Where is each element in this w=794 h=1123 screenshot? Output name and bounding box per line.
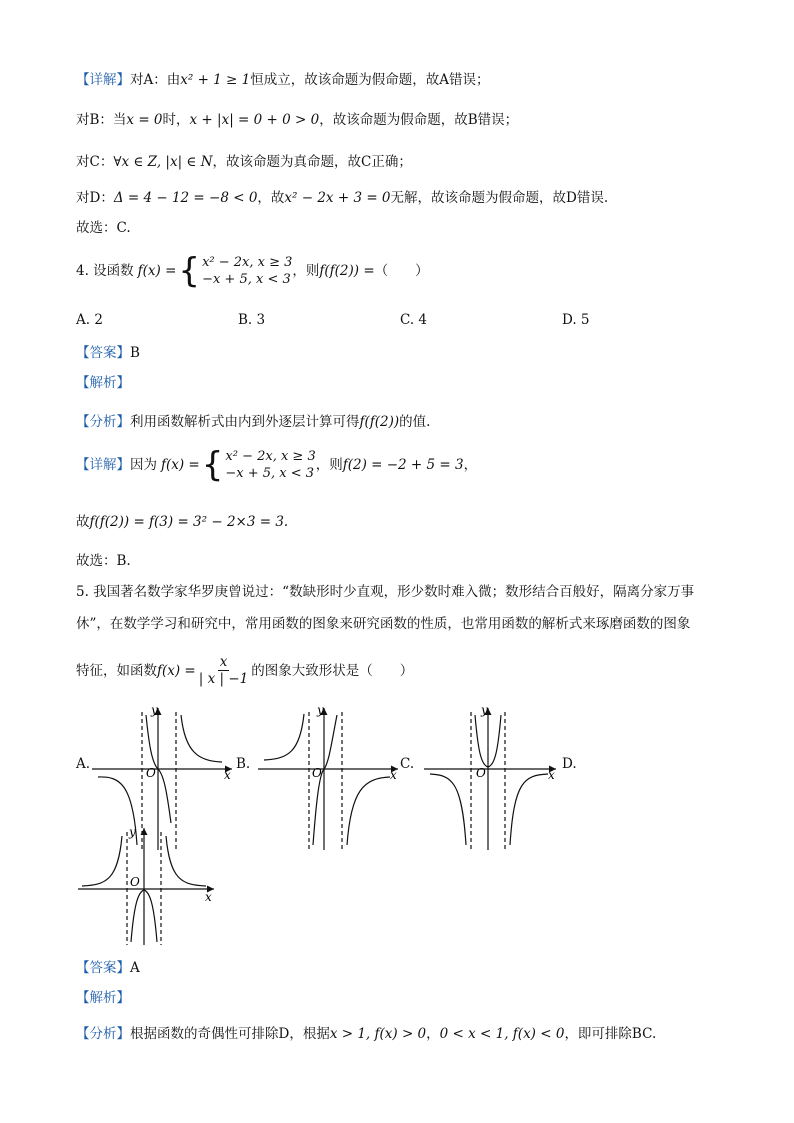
x-label: x <box>390 768 397 782</box>
origin-label: O <box>312 766 322 780</box>
text: 时， <box>162 112 190 128</box>
answer-tag: 【答案】 <box>76 960 130 976</box>
branch-left <box>264 714 304 760</box>
y-label: y <box>129 825 136 839</box>
graph-c <box>424 708 556 850</box>
q5-stem-line-1: 5. 我国著名数学家华罗庚曾说过：“数缺形时少直观，形少数时难入微；数形结合百般好，隔离分家万事 <box>76 584 695 600</box>
math: f(x) = <box>137 263 177 279</box>
text: 的值. <box>399 414 431 430</box>
origin-label: O <box>476 766 486 780</box>
brace-symbol: { <box>178 251 201 291</box>
math: f(x) = <box>157 662 196 679</box>
graph-label-b: B. <box>236 756 251 772</box>
answer-tag: 【答案】 <box>76 345 130 361</box>
q4-answer-line: 故选：B. <box>76 553 131 569</box>
origin-label: O <box>130 875 140 889</box>
detail-tag: 【详解】 <box>76 457 130 473</box>
math: f(x) = <box>161 457 200 473</box>
text: 无解，故该命题为假命题，故D错误. <box>390 190 609 206</box>
y-label: y <box>481 703 488 717</box>
math: x = 0 <box>126 112 163 128</box>
math: ∀x ∈ Z, |x| ∈ N <box>113 154 213 170</box>
text: ， <box>463 457 478 473</box>
text: ，则 <box>292 263 320 279</box>
text: 对C： <box>76 154 114 170</box>
fraction-numerator: x <box>219 654 228 670</box>
fenxi-tag: 【分析】 <box>76 414 130 430</box>
case-1: x² − 2x, x ≥ 3 <box>225 449 316 464</box>
q4-option-d: D. 5 <box>562 312 590 328</box>
math: x + |x| = 0 + 0 > 0 <box>189 112 320 128</box>
q4-option-c: C. 4 <box>400 312 428 328</box>
branch-right <box>166 836 206 886</box>
text: 特征，如函数 <box>76 662 157 679</box>
graph-label-c: C. <box>400 756 415 772</box>
detail-tag: 【详解】 <box>76 72 130 88</box>
origin-label: O <box>146 766 156 780</box>
text: ，则 <box>315 457 343 473</box>
graph-label-a: A. <box>76 756 91 772</box>
answer-value: A <box>130 960 140 976</box>
q4-option-a: A. 2 <box>76 312 103 328</box>
text: 因为 <box>130 457 157 473</box>
branch-right <box>347 777 390 845</box>
q5-stem-line-2: 休”，在数学学习和研究中，常用函数的图象来研究函数的性质，也常用函数的解析式来琢磨函数的图象 <box>76 616 691 632</box>
case-2: −x + 5, x < 3 <box>202 272 291 287</box>
math: x² − 2x + 3 = 0 <box>284 190 391 206</box>
q3-answer-line: 故选：C. <box>76 220 131 236</box>
y-label: y <box>151 703 158 717</box>
text: 利用函数解析式由内到外逐层计算可得 <box>130 414 360 430</box>
math: f(f(2)) = f(3) = 3² − 2×3 = 3. <box>89 514 289 530</box>
branch-right <box>181 715 222 762</box>
branch-middle <box>313 715 337 845</box>
math: Δ = 4 − 12 = −8 < 0 <box>113 190 258 206</box>
q4-option-b: B. 3 <box>238 312 266 328</box>
case-1: x² − 2x, x ≥ 3 <box>202 255 293 270</box>
graph-b <box>258 708 398 850</box>
text: 对A：由 <box>130 72 181 88</box>
text: 对B：当 <box>76 112 127 128</box>
analysis-tag: 【解析】 <box>76 375 130 391</box>
text: 恒成立，故该命题为假命题，故A错误； <box>250 72 490 88</box>
math: f(f(2)) <box>359 414 400 430</box>
analysis-tag: 【解析】 <box>76 990 130 1006</box>
brace-symbol: { <box>201 445 224 485</box>
math: x² + 1 ≥ 1 <box>180 72 251 88</box>
text: ，故 <box>257 190 285 206</box>
text: 的图象大致形状是（ ） <box>251 662 414 679</box>
branch-left <box>430 774 466 845</box>
answer-value: B <box>130 345 140 361</box>
x-label: x <box>205 890 212 904</box>
q5-answer <box>76 958 140 978</box>
math: f(2) = −2 + 5 = 3 <box>342 457 464 473</box>
fraction-denominator: | x | −1 <box>198 671 249 687</box>
y-label: y <box>317 703 324 717</box>
text: 故 <box>76 514 90 530</box>
case-2: −x + 5, x < 3 <box>225 466 315 481</box>
graph-label-d: D. <box>562 756 577 772</box>
text: ，故该命题为真命题，故C正确； <box>212 154 412 170</box>
math: x > 1, f(x) > 0 <box>329 1026 427 1042</box>
q5-fenxi <box>76 1024 656 1044</box>
graph-d <box>78 828 214 945</box>
text: 对D： <box>76 190 114 206</box>
math: 0 < x < 1, f(x) < 0 <box>439 1026 565 1042</box>
text: 4. 设函数 <box>76 263 134 279</box>
text: ， <box>426 1026 440 1042</box>
branch-left <box>82 836 122 886</box>
text: （ ） <box>374 263 429 279</box>
text: ，故该命题为假命题，故B错误； <box>319 112 519 128</box>
q5-analysis-tag <box>76 988 130 1008</box>
text: 根据函数的奇偶性可排除D，根据 <box>130 1026 330 1042</box>
fenxi-tag: 【分析】 <box>76 1026 130 1042</box>
text: ，即可排除BC. <box>564 1026 657 1042</box>
graph-a <box>92 708 232 850</box>
math: f(f(2)) = <box>319 263 375 279</box>
x-label: x <box>224 768 231 782</box>
x-label: x <box>548 768 555 782</box>
branch-right <box>510 774 548 845</box>
